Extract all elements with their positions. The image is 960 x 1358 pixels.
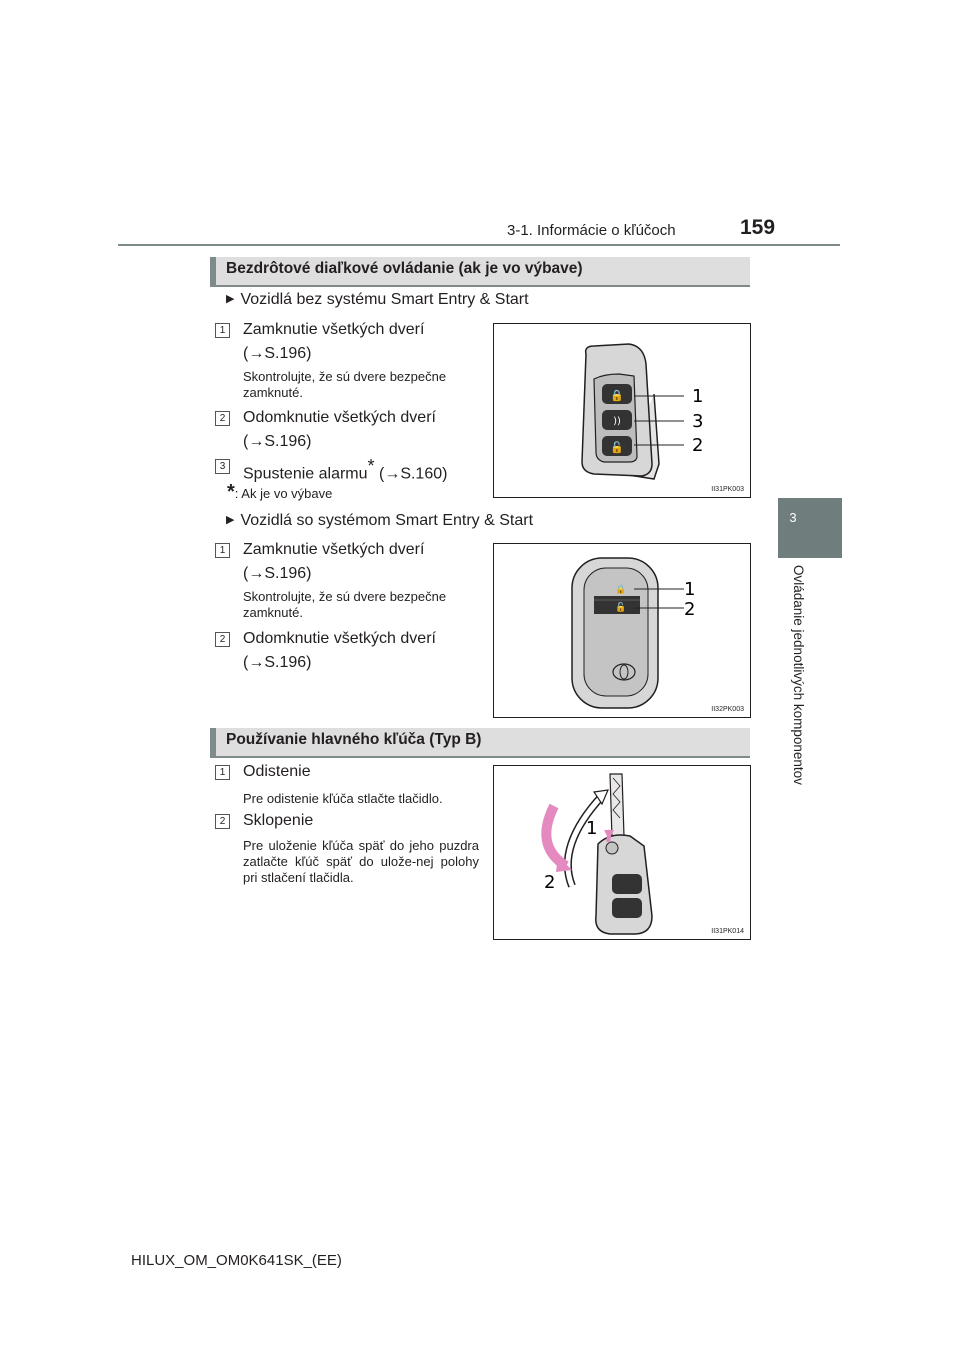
item-ref: (→S.196) [243,345,312,362]
footnote [227,481,332,504]
item-number: 2 [215,411,230,426]
callout-2: 2 [544,872,556,893]
running-header: 3-1. Informácie o kľúčoch [507,222,676,239]
item-number: 1 [215,765,230,780]
list-item: Odistenie [243,763,311,780]
item-text: Odomknutie všetkých dverí [243,409,436,426]
item-text: Spustenie alarmu [243,465,368,483]
item-ref: (→S.160) [378,465,448,483]
figure-master-key [493,765,751,940]
item-text: Zamknutie všetkých dverí [243,321,425,338]
chapter-tab [778,498,842,558]
subheading-with-smart-entry [226,512,533,530]
callout-1: 1 [692,386,704,407]
callout-1: 1 [684,579,696,600]
section-title: Bezdrôtové diaľkové ovládanie (ak je vo výbave) [226,260,583,277]
list-item [243,406,436,454]
item-note: Pre odistenie kľúča stlačte tlačidlo. [243,791,443,806]
master-key-illustration [494,766,750,939]
list-item [243,538,424,586]
item-note: Pre uloženie kľúča späť do jeho puzdra zatlačte kľúč späť do ulože-nej polohy pri stlačení tlačidla. [243,838,479,885]
item-text: Odomknutie všetkých dverí [243,630,436,647]
callout-2: 2 [684,599,696,620]
figure-code: II32PK003 [711,706,744,713]
section-accent [210,728,216,756]
figure-smart-key [493,543,751,718]
smart-key-illustration [494,544,750,717]
svg-text:)): )) [613,416,621,427]
figure-code: II31PK014 [711,928,744,935]
item-number: 1 [215,323,230,338]
document-code: HILUX_OM_OM0K641SK_(EE) [131,1252,342,1269]
item-number: 2 [215,632,230,647]
callout-3: 3 [692,411,704,432]
item-text: Zamknutie všetkých dverí [243,541,425,558]
item-note: Skontrolujte, že sú dvere bezpečne zamknuté. [243,369,447,400]
item-number: 3 [215,459,230,474]
section-heading-remote [210,257,750,287]
triangle-bullet-icon: ▶ [226,514,235,526]
svg-text:🔒: 🔒 [610,389,624,402]
item-ref: (→S.196) [243,433,312,450]
list-item: Sklopenie [243,812,314,829]
callout-2: 2 [692,435,704,456]
section-accent [210,257,216,285]
list-item [243,318,424,366]
footnote-text: : Ak je vo výbave [234,486,333,501]
section-heading-master-key [210,728,750,758]
svg-text:🔒: 🔒 [615,585,627,595]
item-ref: (→S.196) [243,654,312,671]
chapter-number: 3 [789,510,797,525]
callout-1: 1 [586,818,598,839]
subheading-without-smart-entry [226,291,529,309]
svg-text:🔓: 🔓 [615,603,627,613]
subheading-label: Vozidlá bez systému Smart Entry & Start [240,291,529,308]
item-ref: (→S.196) [243,565,312,582]
chapter-title: Ovládanie jednotlivých komponentov [791,565,806,785]
triangle-bullet-icon: ▶ [226,293,235,305]
subheading-label: Vozidlá so systémom Smart Entry & Start [240,512,534,529]
item-number: 1 [215,543,230,558]
flip-key-remote-illustration [494,324,750,497]
header-rule [118,244,840,246]
item-note: Skontrolujte, že sú dvere bezpečne zamknuté. [243,589,447,620]
list-item [243,627,436,675]
section-title: Používanie hlavného kľúča (Typ B) [226,731,482,748]
footnote-star: * [367,456,375,476]
figure-remote-without-smart-entry [493,323,751,498]
figure-code: II31PK003 [711,486,744,493]
footnote-mark: * [227,481,235,503]
page-number: 159 [740,216,776,239]
item-number: 2 [215,814,230,829]
svg-text:🔓: 🔓 [610,441,624,454]
